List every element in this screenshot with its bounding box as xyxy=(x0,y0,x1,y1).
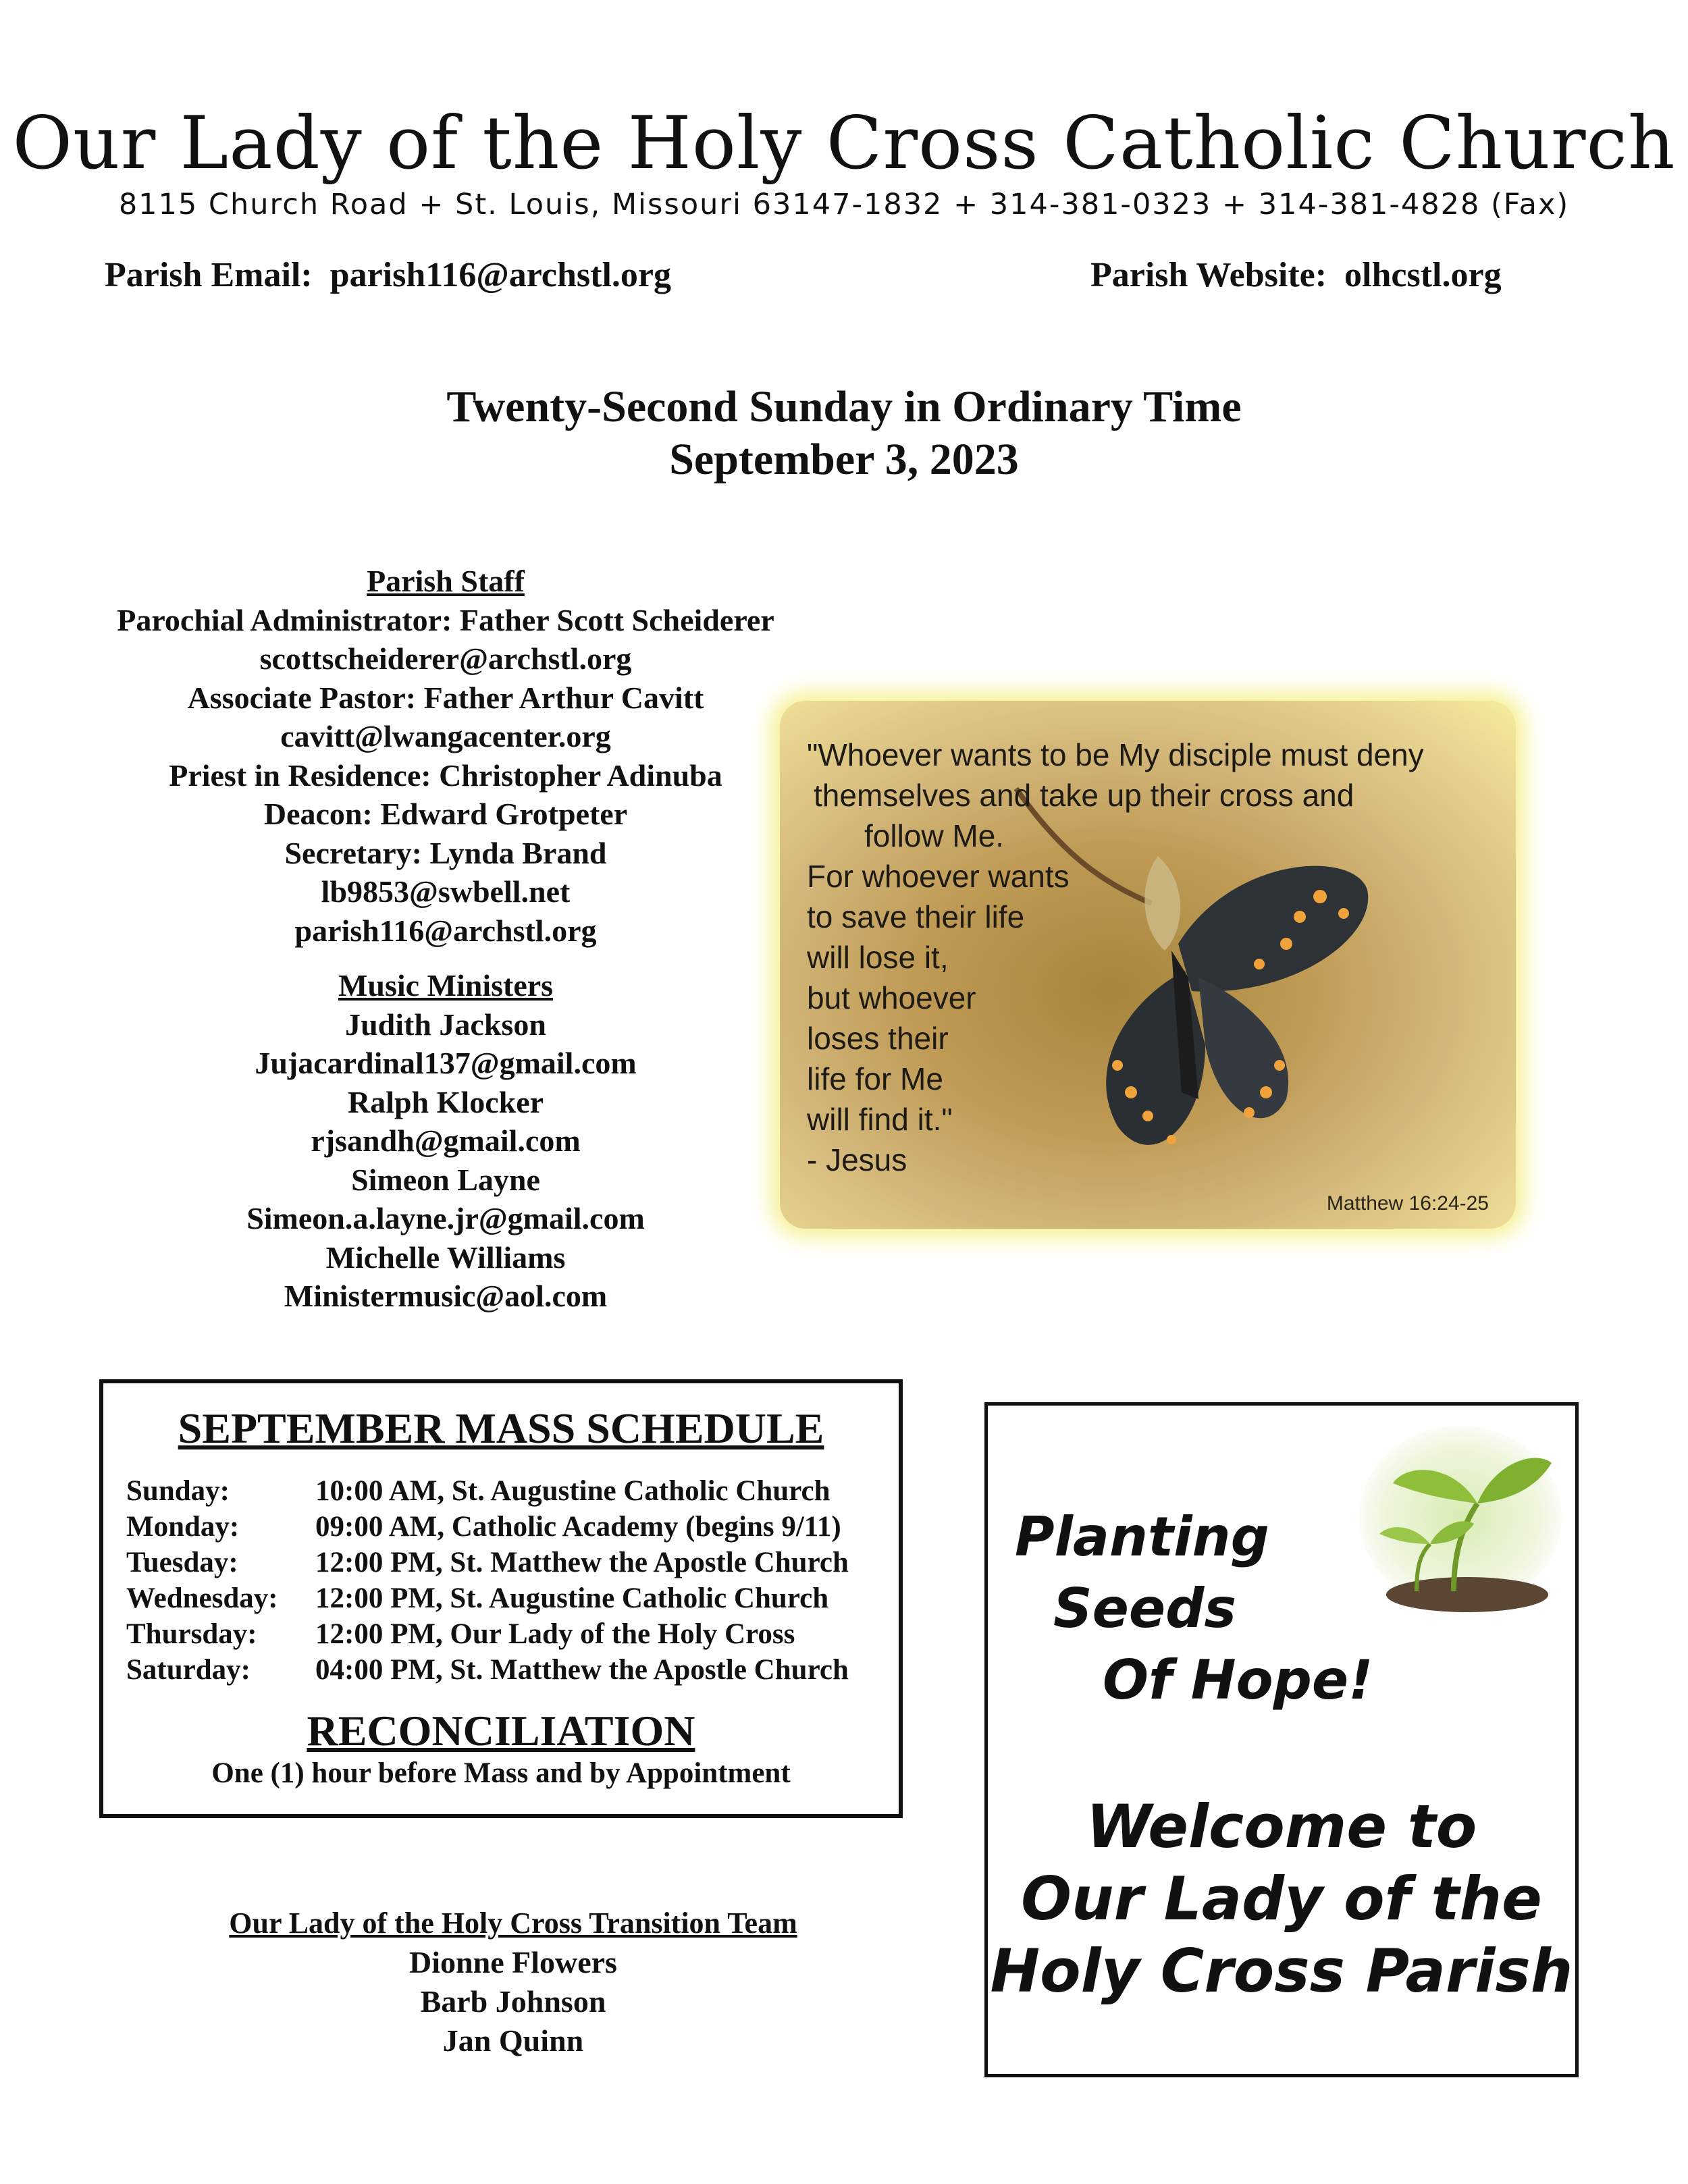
music-ministers-heading: Music Ministers xyxy=(338,968,554,1003)
sprout-icon xyxy=(1352,1422,1562,1618)
mass-row xyxy=(126,1473,849,1509)
music-minister-line: Simeon.a.layne.jr@gmail.com xyxy=(246,1201,645,1235)
mass-day: Tuesday: xyxy=(126,1547,238,1578)
parish-staff-heading: Parish Staff xyxy=(367,564,525,598)
parish-website-line xyxy=(1090,255,1502,295)
quote-line: to save their life xyxy=(807,899,1025,934)
music-minister-line: rjsandh@gmail.com xyxy=(311,1123,581,1158)
welcome-line: Our Lady of the xyxy=(1021,1864,1542,1934)
mass-detail: 12:00 PM, St. Augustine Catholic Church xyxy=(315,1582,829,1614)
mass-row xyxy=(126,1545,849,1580)
mass-schedule-list xyxy=(126,1473,849,1688)
mass-detail: 12:00 PM, St. Matthew the Apostle Church xyxy=(315,1547,849,1578)
welcome-message xyxy=(988,1790,1575,2007)
welcome-line: Welcome to xyxy=(1086,1792,1477,1861)
mass-day: Sunday: xyxy=(126,1475,230,1507)
parish-email-line xyxy=(105,255,671,295)
mass-day: Thursday: xyxy=(126,1618,257,1650)
team-member: Barb Johnson xyxy=(420,1984,606,2019)
quote-line: will lose it, xyxy=(807,940,949,975)
staff-line: parish116@archstl.org xyxy=(294,913,597,948)
staff-line: Deacon: Edward Grotpeter xyxy=(263,797,628,831)
quote-line: life for Me xyxy=(807,1061,943,1096)
quote-line: but whoever xyxy=(807,980,976,1015)
parish-website-link[interactable]: olhcstl.org xyxy=(1344,256,1502,294)
staff-line: Priest in Residence: Christopher Adinuba xyxy=(169,757,722,793)
mass-detail: 09:00 AM, Catholic Academy (begins 9/11) xyxy=(315,1511,841,1543)
music-minister-line: Ministermusic@aol.com xyxy=(284,1279,608,1313)
staff-line: Parochial Administrator: Father Scott Scheiderer xyxy=(117,602,774,637)
team-member: Dionne Flowers xyxy=(409,1945,617,1979)
transition-team-section xyxy=(91,1904,935,2060)
church-title: Our Lady of the Holy Cross Catholic Church xyxy=(12,101,1676,186)
church-address: 8115 Church Road + St. Louis, Missouri 63147-1832 + 314-381-0323 + 314-381-4828 (Fax) xyxy=(118,188,1570,221)
welcome-line: Holy Cross Parish xyxy=(990,1936,1573,2006)
parish-email-link[interactable]: parish116@archstl.org xyxy=(329,256,671,294)
quote-line: themselves and take up their cross and xyxy=(814,778,1354,813)
seeds-line: Planting xyxy=(1015,1506,1269,1568)
reconciliation-title: RECONCILIATION xyxy=(307,1707,695,1755)
quote-line: For whoever wants xyxy=(807,859,1070,894)
scripture-quote-text xyxy=(807,735,1509,1180)
quote-line: follow Me. xyxy=(864,818,1005,853)
mass-day: Monday: xyxy=(126,1511,240,1543)
mass-row xyxy=(126,1616,849,1652)
seeds-line: Of Hope! xyxy=(1103,1649,1373,1711)
mass-row xyxy=(126,1652,849,1688)
quote-line: - Jesus xyxy=(807,1142,907,1177)
mass-schedule-box xyxy=(99,1379,903,1818)
staff-line: Associate Pastor: Father Arthur Cavitt xyxy=(187,680,704,715)
parish-website-label: Parish Website: xyxy=(1090,256,1327,294)
sunday-title: Twenty-Second Sunday in Ordinary Time xyxy=(446,382,1242,431)
mass-detail: 10:00 AM, St. Augustine Catholic Church xyxy=(315,1475,830,1507)
mass-detail: 12:00 PM, Our Lady of the Holy Cross xyxy=(315,1618,795,1650)
transition-team-heading: Our Lady of the Holy Cross Transition Team xyxy=(229,1907,797,1940)
parish-email-label: Parish Email: xyxy=(105,256,313,294)
quote-line: will find it." xyxy=(807,1102,953,1137)
scripture-quote-image xyxy=(780,701,1516,1229)
mass-day: Wednesday: xyxy=(126,1582,278,1614)
mass-detail: 04:00 PM, St. Matthew the Apostle Church xyxy=(315,1654,849,1686)
mass-row xyxy=(126,1509,849,1545)
reconciliation-text: One (1) hour before Mass and by Appointment xyxy=(211,1757,791,1789)
scripture-reference: Matthew 16:24-25 xyxy=(1326,1192,1489,1215)
mass-row xyxy=(126,1580,849,1616)
sunday-date: September 3, 2023 xyxy=(669,435,1019,484)
mass-day: Saturday: xyxy=(126,1654,250,1686)
staff-line: cavitt@lwangacenter.org xyxy=(280,719,611,753)
mass-schedule-title: SEPTEMBER MASS SCHEDULE xyxy=(178,1404,824,1452)
music-minister-line: Ralph Klocker xyxy=(347,1084,544,1119)
staff-line: scottscheiderer@archstl.org xyxy=(259,641,632,676)
welcome-box xyxy=(984,1402,1579,2077)
seeds-line: Seeds xyxy=(1053,1577,1237,1640)
quote-line: "Whoever wants to be My disciple must deny xyxy=(807,737,1424,772)
music-minister-line: Michelle Williams xyxy=(325,1240,566,1275)
music-minister-line: Jujacardinal137@gmail.com xyxy=(255,1046,637,1080)
parish-staff-section xyxy=(81,562,810,1316)
staff-line: lb9853@swbell.net xyxy=(321,874,571,909)
staff-line: Secretary: Lynda Brand xyxy=(284,835,607,870)
quote-line: loses their xyxy=(807,1021,949,1056)
music-minister-line: Judith Jackson xyxy=(345,1007,546,1042)
music-minister-line: Simeon Layne xyxy=(351,1162,540,1197)
team-member: Jan Quinn xyxy=(442,2023,584,2058)
